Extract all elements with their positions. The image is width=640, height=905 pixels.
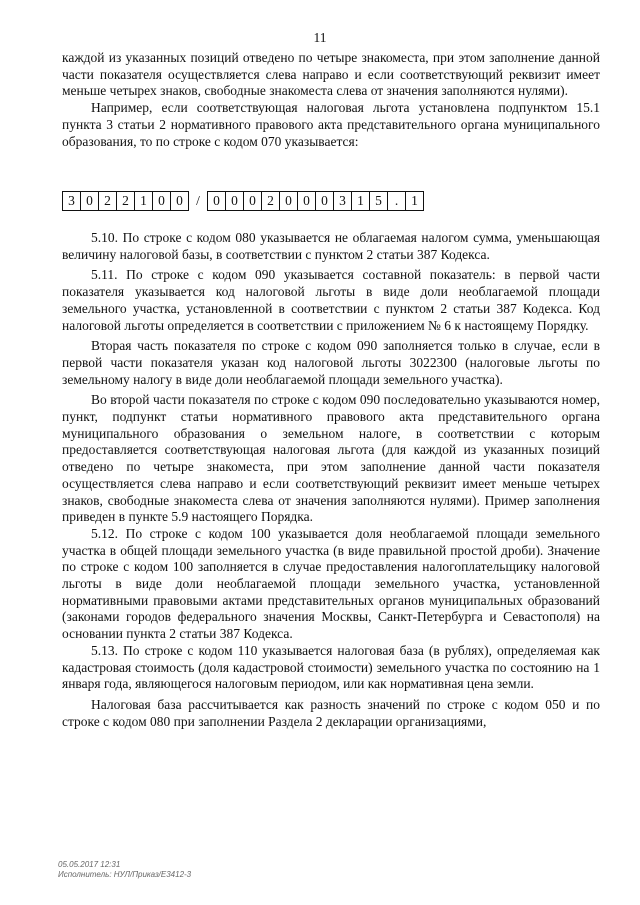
code-cell: 0 [170,191,189,211]
paragraph-tax-base: Налоговая база рассчитывается как разность значений по строке с кодом 050 и по строке с кодом 080 при заполнении Раздела 2 декларации организациями, [62,696,600,729]
code-separator: / [196,193,200,208]
code-cell: 0 [243,191,262,211]
code-cell: 2 [116,191,135,211]
code-example [62,191,424,211]
paragraph-5-12: 5.12. По строке с кодом 100 указывается доля необлагаемой площади земельного участка в общей площади земельного участка (в виде правильной простой дроби). Значение по строке с кодом 100 заполняется в случае предоставления налогоплательщику налоговой льготы в виде доли необлагаемой площади земельного участка, установленной нормативными правовыми актами представительных органов муниципальных образований (законами городов федерального значения Москвы, Санкт-Петербурга и Севастополя) на основании пункта 2 статьи 387 Кодекса. [62,525,600,642]
top-text-block [62,50,600,150]
page-number: 11 [313,30,327,45]
code-cell: 0 [152,191,171,211]
code-cell: 1 [405,191,424,211]
code-cell: 1 [134,191,153,211]
paragraph-5-10: 5.10. По строке с кодом 080 указывается не облагаемая налогом сумма, уменьшающая величину налоговой базы, в соответствии с пунктом 2 статьи 387 Кодекса. [62,230,600,262]
paragraph-5-11: 5.11. По строке с кодом 090 указывается составной показатель: в первой части показателя указывается код налоговой льготы в виде доли необлагаемой площади земельного участка, установленной в соответствии с пунктом 2 статьи 387 Кодекса. Код налоговой льготы определяется в соответствии с приложением № 6 к настоящему Порядку. [62,267,600,333]
paragraph-continuation: каждой из указанных позиций отведено по четыре знакоместа, при этом заполнение данной части показателя осуществляется слева направо и если соответствующий реквизит имеет меньше четырех знаков, свободные знакоместа слева от значения заполняются нулями). [62,50,600,99]
code-cell: 2 [261,191,280,211]
code-cell: 0 [207,191,226,211]
footer-stamp [58,860,191,880]
code-part-2 [207,191,424,211]
code-cell: 0 [297,191,316,211]
footer-path: Исполнитель: НУЛ/Приказ/Е3412-3 [58,870,192,879]
code-cell: 1 [351,191,370,211]
code-cell: 0 [315,191,334,211]
main-text-block [62,230,600,730]
code-cell: 3 [62,191,81,211]
code-cell: 0 [225,191,244,211]
code-cell: . [387,191,406,211]
code-part-1 [62,191,189,211]
footer-date: 05.05.2017 12:31 [58,860,121,869]
paragraph-5-13: 5.13. По строке с кодом 110 указывается налоговая база (в рублях), определяемая как кадастровая стоимость (доля кадастровой стоимости) земельного участка по состоянию на 1 января года, являющегося налоговым периодом, или как нормативная цена земли. [62,642,600,692]
code-cell: 2 [98,191,117,211]
paragraph-second-part-details: Во второй части показателя по строке с кодом 090 последовательно указываются номер, пункт, подпункт статьи нормативного правового акта представительного органа муниципального образования о земельном налоге, в соответствии с которым предоставляется соответствующая налоговая льгота (для каждой из указанных позиций отведено по четыре знакоместа, при этом заполнение данной части показателя осуществляется слева направо и если соответствующий реквизит имеет меньше четырех знаков, свободные знакоместа слева от значения заполняются нулями). Пример заполнения приведен в пункте 5.9 настоящего Порядка. [62,392,600,525]
paragraph-second-part: Вторая часть показателя по строке с кодом 090 заполняется только в случае, если в первой части показателя указан код налоговой льготы 3022300 (налоговые льготы по земельному налогу в виде доли необлагаемой площади земельного участка). [62,338,600,387]
code-cell: 3 [333,191,352,211]
paragraph-example-intro: Например, если соответствующая налоговая льгота установлена подпунктом 15.1 пункта 3 статьи 2 нормативного правового акта представительного органа муниципального образования, то по строке с кодом 070 указывается: [62,100,600,149]
code-cell: 0 [279,191,298,211]
code-cell: 0 [80,191,99,211]
code-cell: 5 [369,191,388,211]
